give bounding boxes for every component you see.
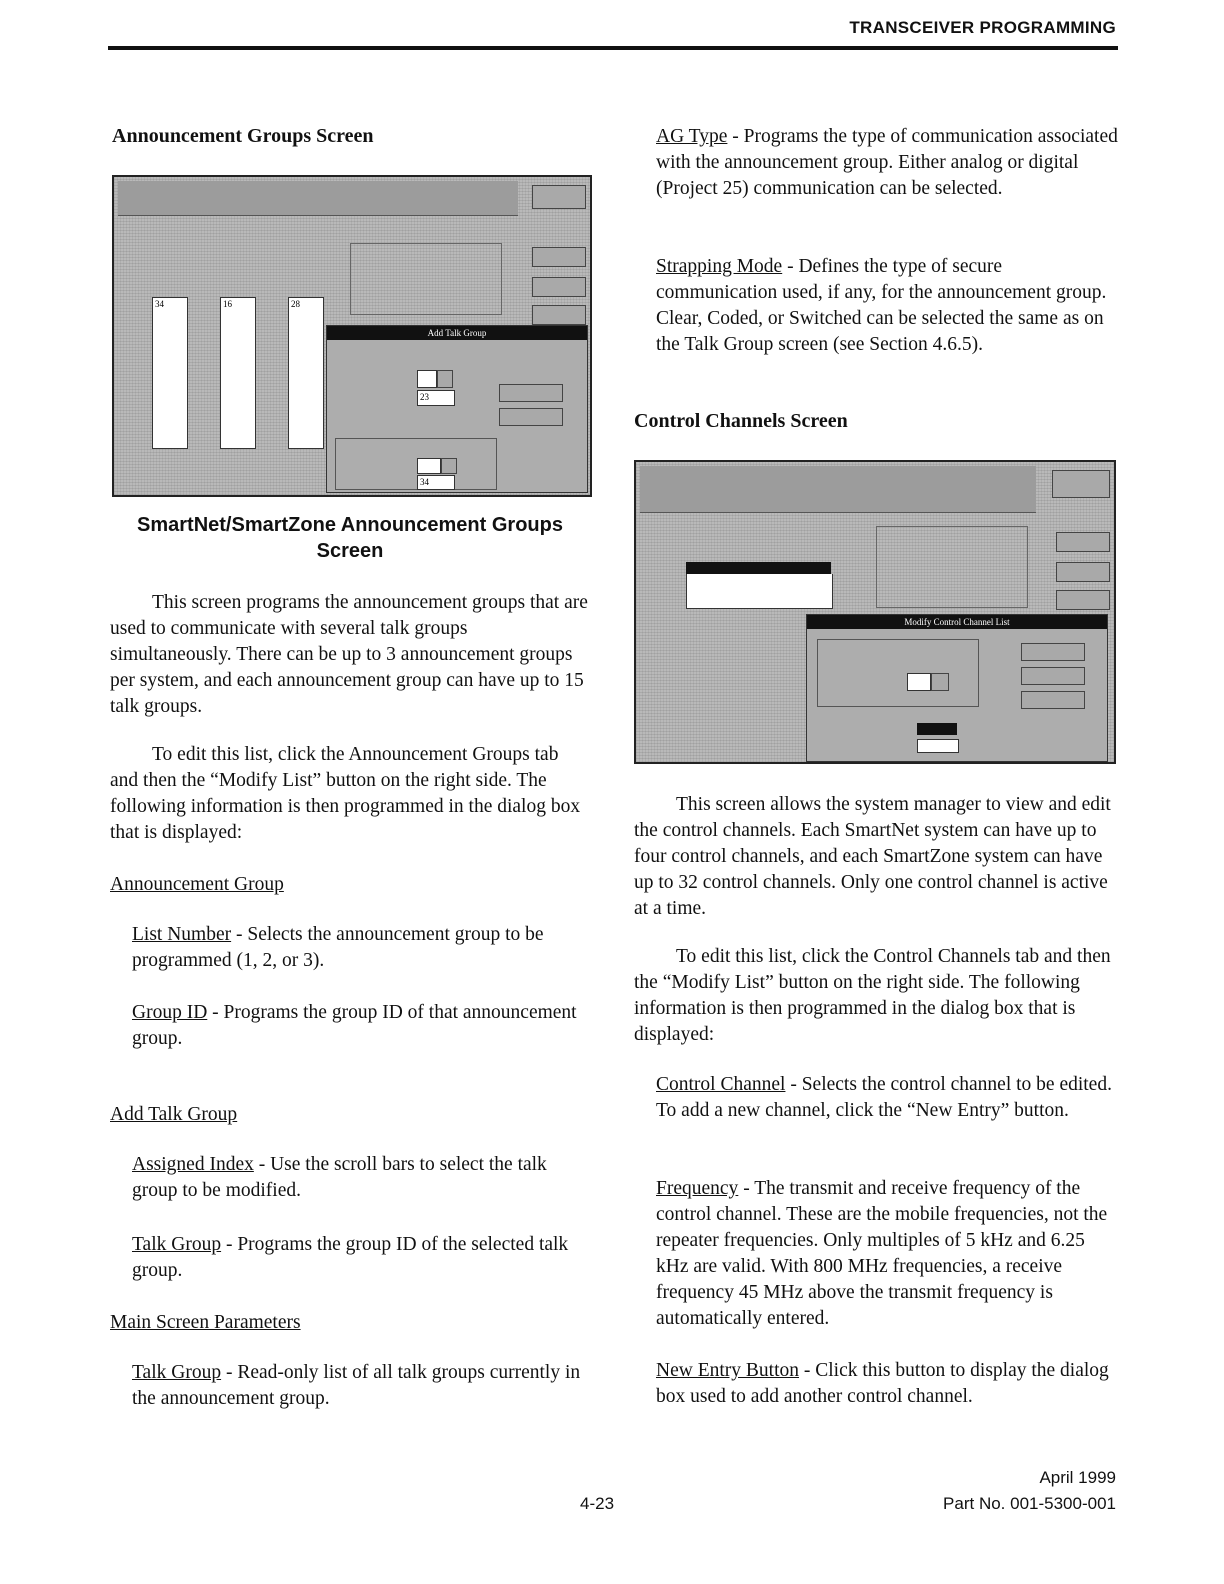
- group-id-desc: - Programs the group ID of that announcement group.: [132, 1002, 577, 1049]
- list-number-field: [417, 370, 437, 388]
- strapping-mode-desc: - Defines the type of secure communication used, if any, for the announcement group. Clear, Coded, or Switched can be selected the same as on the Talk Group screen (see Section 4.6.5).: [656, 256, 1107, 355]
- talk-group-field: 34: [417, 475, 455, 490]
- header-rule: [108, 46, 1118, 50]
- ag-type-term: AG Type: [656, 126, 728, 147]
- tab-bar: [118, 181, 518, 216]
- control-channels-screenshot: [634, 460, 1116, 764]
- spinner-icon: [931, 673, 949, 691]
- assigned-index-item: [132, 1152, 588, 1204]
- page-number: 4-23: [580, 1494, 615, 1513]
- list-value-1: 34: [155, 299, 164, 309]
- strapping-mode-term: Strapping Mode: [656, 256, 783, 277]
- receive-frequency-field: [917, 739, 959, 753]
- ag-type-item: [656, 124, 1118, 202]
- heading-main-screen-text: Main Screen Parameters: [110, 1312, 301, 1333]
- control-channels-paragraph-2: To edit this list, click the Control Channels tab and then the “Modify List” button on the right side. The following information is then programmed in the dialog box that is displayed:: [634, 946, 1111, 1045]
- list-number-term: List Number: [132, 924, 232, 945]
- new-entry-item: [656, 1358, 1116, 1410]
- heading-add-talk-group-text: Add Talk Group: [110, 1104, 238, 1125]
- heading-announcement-group-text: Announcement Group: [110, 874, 284, 895]
- systems-button: [532, 185, 586, 209]
- footer-date: April 1999: [1039, 1468, 1116, 1487]
- group-id-term: Group ID: [132, 1002, 208, 1023]
- done-button: [532, 247, 586, 267]
- list-value-2: 16: [223, 299, 232, 309]
- announcement-groups-screenshot: [112, 175, 592, 497]
- group-id-field: 23: [417, 390, 455, 406]
- talk-group-desc: - Programs the group ID of the selected talk group.: [132, 1234, 569, 1281]
- strapping-mode-item: [656, 254, 1118, 358]
- dialog-cancel-button: [499, 408, 563, 426]
- dialog-ok-button: [499, 384, 563, 402]
- modify-list-button: [532, 277, 586, 297]
- heading-main-screen-parameters: [110, 1310, 301, 1336]
- heading-announcement-group: [110, 872, 284, 898]
- add-talk-group-frame: [335, 438, 497, 490]
- list-value-3: 28: [291, 299, 300, 309]
- new-entry-button: [1021, 643, 1085, 661]
- systems-button: [1052, 470, 1110, 498]
- cancel-button: [1056, 590, 1110, 610]
- list-number-desc: - Selects the announcement group to be programmed (1, 2, or 3).: [132, 924, 544, 971]
- channel-list: [686, 574, 833, 609]
- ag-type-group: [350, 243, 502, 315]
- figure-caption: SmartNet/SmartZone Announcement Groups Screen: [137, 514, 563, 562]
- ag-type-desc: - Programs the type of communication associated with the announcement group. Either analog or digital (Project 25) communication can be selected.: [656, 126, 1118, 199]
- modify-control-channel-dialog: [806, 614, 1108, 762]
- channel-list-selected-row: [686, 562, 831, 574]
- control-channel-field: [907, 673, 931, 691]
- section-title-control-channels: Control Channels Screen: [634, 410, 848, 432]
- talk-group-term: Talk Group: [132, 1234, 222, 1255]
- dialog-title: Add Talk Group: [327, 326, 587, 340]
- assigned-index-desc: - Use the scroll bars to select the talk group to be modified.: [132, 1154, 547, 1201]
- group-id-item: [132, 1000, 588, 1052]
- list-number-item: [132, 922, 588, 974]
- assigned-index-term: Assigned Index: [132, 1154, 254, 1175]
- frequency-term: Frequency: [656, 1178, 739, 1199]
- footer-part-number: Part No. 001-5300-001: [943, 1494, 1116, 1513]
- control-channel-term: Control Channel: [656, 1074, 786, 1095]
- cancel-button: [532, 305, 586, 325]
- intro-paragraph-1: This screen programs the announcement groups that are used to communicate with several talk groups simultaneously. There can be up to 3 announcement groups per system, and each announcement group can have up to 15 talk groups.: [110, 592, 588, 717]
- control-channel-info-frame: [876, 526, 1028, 608]
- control-frequency-entry-frame: [817, 639, 979, 707]
- control-channel-item: [656, 1072, 1116, 1124]
- section-title-announcement-groups: Announcement Groups Screen: [112, 125, 374, 147]
- spinner-icon: [437, 370, 453, 388]
- dialog-cancel-button: [1021, 691, 1085, 709]
- intro-paragraph-2: To edit this list, click the Announcement Groups tab and then the “Modify List” button on the right side. The following information is then programmed in the dialog box that is displayed:: [110, 744, 581, 843]
- running-head: TRANSCEIVER PROGRAMMING: [849, 18, 1116, 37]
- scroll-icon: [441, 458, 457, 474]
- control-channel-desc: - Selects the control channel to be edited. To add a new channel, click the “New Entry” button.: [656, 1074, 1112, 1121]
- talk-group-item: [132, 1232, 588, 1284]
- dialog-ok-button: [1021, 667, 1085, 685]
- talk-group-list-1: [152, 297, 188, 449]
- talk-group-readonly-desc: - Read-only list of all talk groups currently in the announcement group.: [132, 1362, 581, 1409]
- talk-group-list-3: [288, 297, 324, 449]
- modify-list-button: [1056, 562, 1110, 582]
- transmit-frequency-field: [917, 723, 957, 735]
- talk-group-readonly-term: Talk Group: [132, 1362, 222, 1383]
- dialog-title: Modify Control Channel List: [807, 615, 1107, 629]
- talk-group-list-2: [220, 297, 256, 449]
- new-entry-desc: - Click this button to display the dialog box used to add another control channel.: [656, 1360, 1109, 1407]
- assigned-index-field: [417, 458, 441, 474]
- frequency-desc: - The transmit and receive frequency of the control channel. These are the mobile frequencies, not the repeater frequencies. Only multiples of 5 kHz and 6.25 kHz are valid. With 800 MHz frequencies, a receive frequency 45 MHz above the transmit frequency is automatically entered.: [656, 1178, 1108, 1329]
- done-button: [1056, 532, 1110, 552]
- control-channels-paragraph-1: This screen allows the system manager to view and edit the control channels. Each SmartNet system can have up to four control channels, and each SmartZone system can have up to 32 control channels. Only one control channel is active at a time.: [634, 794, 1111, 919]
- tab-bar: [640, 466, 1036, 513]
- frequency-item: [656, 1176, 1116, 1332]
- talk-group-readonly-item: [132, 1360, 588, 1412]
- add-talk-group-dialog: [326, 325, 588, 493]
- heading-add-talk-group: [110, 1102, 237, 1128]
- new-entry-term: New Entry Button: [656, 1360, 799, 1381]
